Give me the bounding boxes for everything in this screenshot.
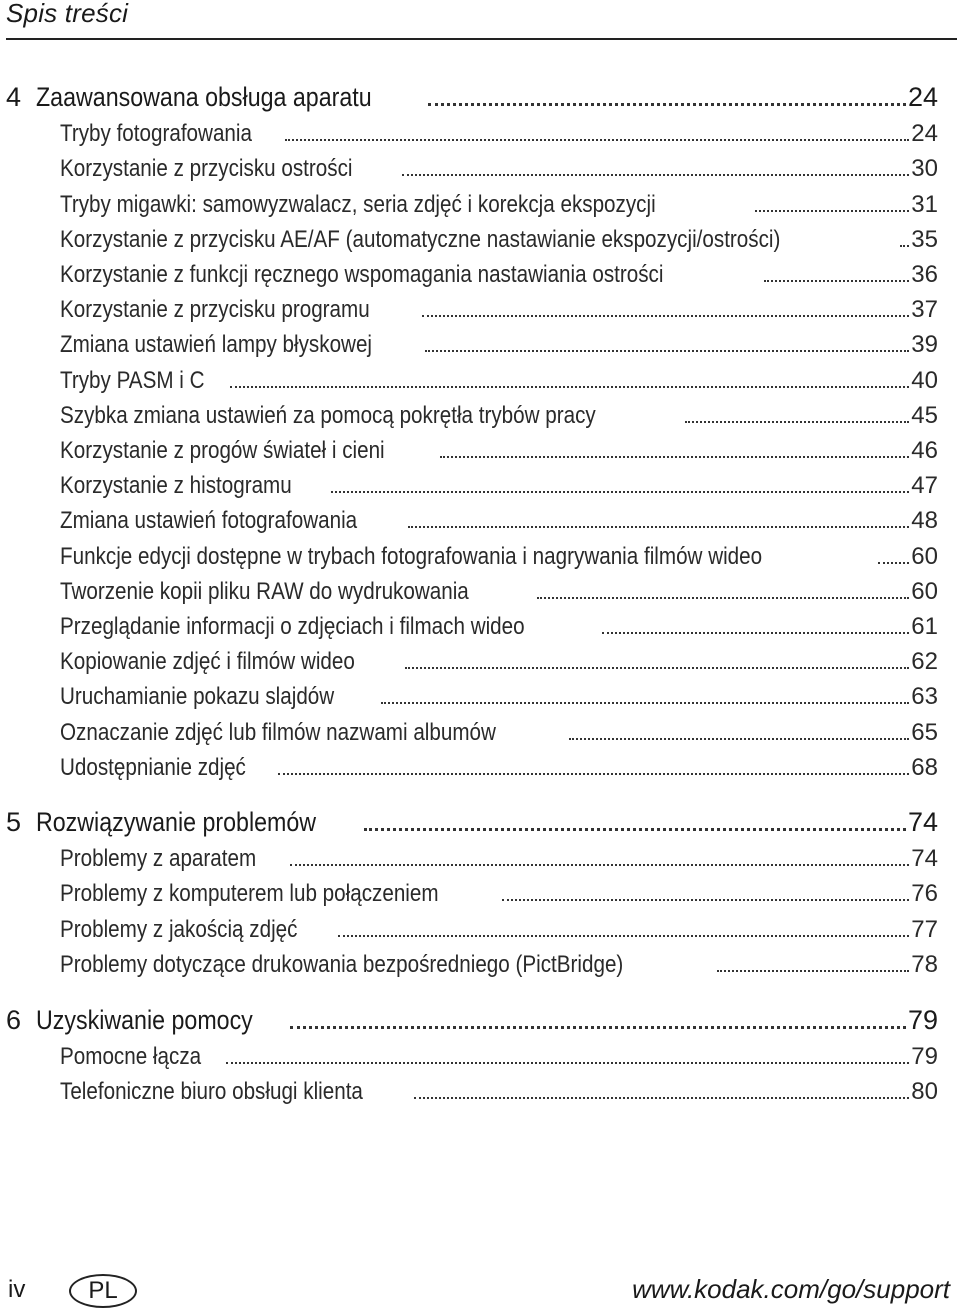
dot-leader (537, 596, 909, 599)
chapter-title: Rozwiązywanie problemów (36, 807, 317, 837)
chapter-title: Zaawansowana obsługa aparatu (36, 82, 372, 112)
dot-leader (602, 631, 909, 634)
dot-leader (338, 934, 909, 937)
dot-leader (878, 561, 909, 564)
toc-entry-page-number: 31 (911, 190, 938, 218)
toc-entry-title: Problemy z jakością zdjęć (60, 915, 298, 943)
toc-entry[interactable] (60, 499, 938, 533)
chapter-number: 4 (6, 82, 22, 112)
dot-leader (414, 1096, 909, 1099)
toc-entry-page-number: 40 (911, 366, 938, 394)
toc-entry-title: Problemy z aparatem (60, 845, 257, 873)
toc-entry[interactable] (60, 837, 938, 871)
toc-entry-page-number: 46 (911, 437, 938, 464)
toc-entry[interactable] (60, 570, 938, 604)
dot-leader (331, 490, 909, 493)
chapter-page-number: 79 (907, 1005, 938, 1035)
toc-entry-page-number: 48 (911, 507, 938, 535)
dot-leader (405, 666, 909, 669)
chapter-page-number: 24 (907, 82, 938, 112)
toc-entry[interactable] (60, 535, 938, 569)
toc-entry[interactable] (60, 147, 938, 181)
toc-entry-title: Problemy z komputerem lub połączeniem (60, 880, 439, 908)
toc-entry-page-number: 77 (911, 915, 938, 943)
toc-entry-page-number: 30 (911, 155, 938, 183)
dot-leader (425, 349, 909, 352)
toc-entry[interactable] (60, 288, 938, 322)
toc-entry-page-number: 63 (911, 683, 938, 711)
toc-entry-title: Uruchamianie pokazu slajdów (60, 683, 335, 711)
chapter-title: Uzyskiwanie pomocy (36, 1005, 253, 1035)
dot-leader (408, 525, 910, 528)
toc-entry[interactable] (60, 1070, 938, 1104)
chapter-page-number: 74 (907, 807, 938, 837)
toc-entry[interactable] (60, 872, 938, 906)
toc-entry[interactable] (60, 675, 938, 709)
toc-entry-page-number: 76 (911, 880, 938, 908)
toc-entry-title: Pomocne łącza (60, 1043, 202, 1071)
dot-leader (290, 1025, 906, 1029)
language-badge: PL (69, 1274, 137, 1308)
toc-entry-page-number: 78 (911, 950, 938, 978)
toc-entry-title: Korzystanie z przycisku AE/AF (automatyczne nastawianie ekspozycji/ostrości) (60, 225, 781, 253)
dot-leader (428, 102, 906, 106)
toc-entry-page-number: 35 (911, 225, 938, 253)
dot-leader (569, 737, 909, 740)
toc-entry[interactable] (60, 640, 938, 674)
toc-entry-title: Zmiana ustawień lampy błyskowej (60, 331, 373, 359)
toc-entry[interactable] (60, 605, 938, 639)
toc-entry[interactable] (60, 943, 938, 977)
toc-entry-page-number: 47 (911, 472, 938, 500)
toc-entry-page-number: 39 (911, 331, 938, 359)
toc-entry-page-number: 74 (911, 845, 938, 873)
toc-entry-page-number: 65 (911, 718, 938, 746)
page-title: Spis treści (6, 0, 129, 28)
toc-entry[interactable] (60, 218, 938, 252)
dot-leader (755, 209, 910, 212)
toc-entry[interactable] (60, 908, 938, 942)
toc-entry-title: Korzystanie z przycisku ostrości (60, 155, 353, 183)
toc-entry-title: Przeglądanie informacji o zdjęciach i filmach wideo (60, 613, 525, 640)
toc-entry[interactable] (60, 323, 938, 357)
dot-leader (422, 314, 909, 317)
toc-entry[interactable] (60, 359, 938, 393)
toc-entry-title: Kopiowanie zdjęć i filmów wideo (60, 648, 355, 676)
toc-entry-page-number: 24 (911, 120, 938, 148)
toc-entry-title: Telefoniczne biuro obsługi klienta (60, 1078, 363, 1106)
toc-entry[interactable] (60, 711, 938, 745)
toc-entry-title: Tryby fotografowania (60, 120, 252, 148)
toc-entry-title: Zmiana ustawień fotografowania (60, 507, 358, 535)
dot-leader (226, 1061, 909, 1064)
toc-entry-title: Korzystanie z przycisku programu (60, 296, 370, 324)
toc-entry[interactable] (60, 183, 938, 217)
dot-leader (685, 420, 909, 423)
dot-leader (900, 244, 910, 247)
chapter-heading[interactable] (6, 77, 938, 111)
chapter-number: 5 (6, 807, 22, 837)
dot-leader (230, 385, 909, 388)
toc-entry-title: Tworzenie kopii pliku RAW do wydrukowania (60, 577, 469, 605)
toc-entry-page-number: 61 (911, 613, 938, 640)
toc-entry-page-number: 62 (911, 648, 938, 676)
dot-leader (717, 969, 909, 972)
toc-entry-title: Udostępnianie zdjęć (60, 753, 246, 781)
toc-entry[interactable] (60, 1035, 938, 1069)
toc-entry[interactable] (60, 429, 938, 463)
toc-entry[interactable] (60, 394, 938, 428)
toc-entry[interactable] (60, 112, 938, 146)
toc-entry-title: Funkcje edycji dostępne w trybach fotografowania i nagrywania filmów wideo (60, 542, 763, 570)
toc-entry-title: Tryby PASM i C (60, 366, 205, 394)
toc-entry-title: Korzystanie z funkcji ręcznego wspomagania nastawiania ostrości (60, 261, 664, 288)
toc-entry[interactable] (60, 464, 938, 498)
chapter-heading[interactable] (6, 802, 938, 836)
dot-leader (364, 827, 906, 831)
toc-entry-page-number: 80 (911, 1078, 938, 1106)
toc-entry-title: Korzystanie z histogramu (60, 472, 292, 500)
toc-entry-title: Tryby migawki: samowyzwalacz, seria zdjęć i korekcja ekspozycji (60, 190, 656, 218)
toc-entry-title: Problemy dotyczące drukowania bezpośredniego (PictBridge) (60, 950, 624, 978)
toc-entry[interactable] (60, 746, 938, 780)
dot-leader (278, 772, 909, 775)
dot-leader (440, 455, 910, 458)
chapter-number: 6 (6, 1005, 22, 1035)
toc-entry-page-number: 37 (911, 296, 938, 324)
dot-leader (502, 898, 909, 901)
page-footer (0, 1268, 960, 1313)
toc-entry-title: Oznaczanie zdjęć lub filmów nazwami albumów (60, 718, 496, 746)
toc-entry-page-number: 79 (911, 1043, 938, 1071)
dot-leader (285, 138, 909, 141)
support-url: www.kodak.com/go/support (632, 1274, 950, 1304)
dot-leader (764, 279, 910, 282)
dot-leader (402, 173, 909, 176)
chapter-heading[interactable] (6, 1000, 938, 1034)
toc-entry-title: Korzystanie z progów świateł i cieni (60, 437, 385, 464)
footer-page-number: iv (8, 1276, 26, 1303)
toc-entry-page-number: 68 (911, 753, 938, 781)
dot-leader (290, 863, 909, 866)
toc-entry-page-number: 60 (911, 542, 938, 570)
toc-entry-title: Szybka zmiana ustawień za pomocą pokrętła trybów pracy (60, 401, 596, 429)
toc-entry-page-number: 45 (911, 401, 938, 429)
toc-entry[interactable] (60, 253, 938, 287)
toc-entry-page-number: 36 (911, 261, 938, 288)
toc-entry-page-number: 60 (911, 577, 938, 605)
dot-leader (381, 701, 909, 704)
